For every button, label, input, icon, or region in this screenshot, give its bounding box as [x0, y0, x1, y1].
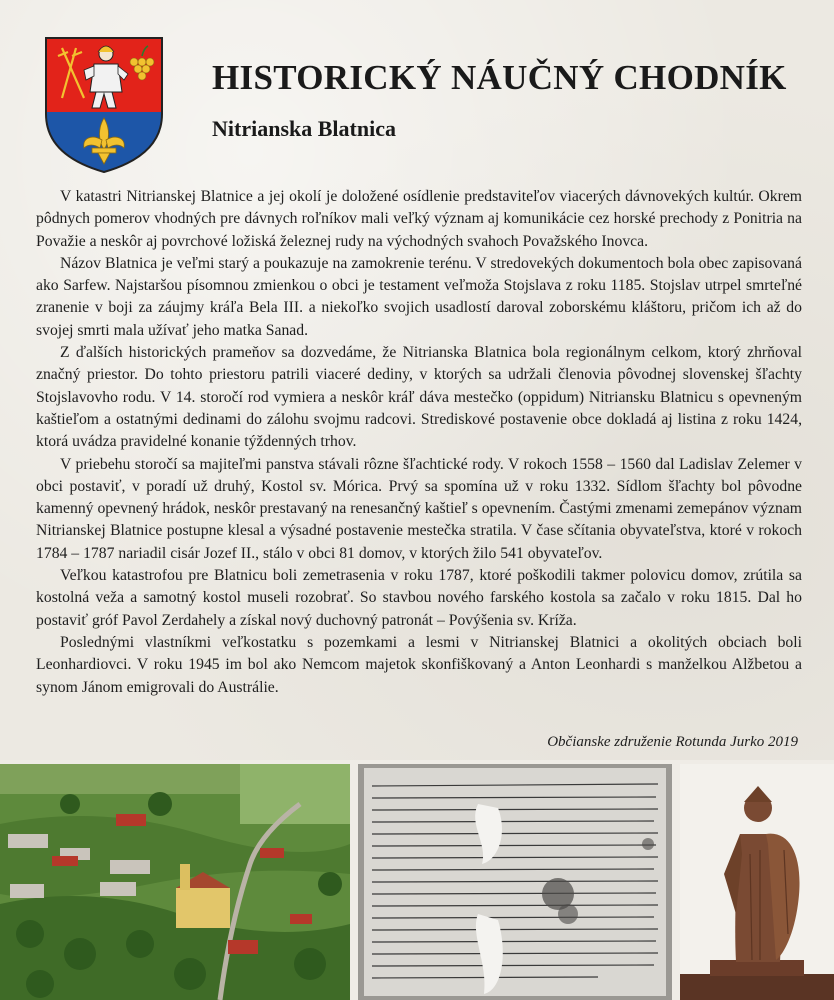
paragraph: Poslednými vlastníkmi veľkostatku s pozemkami a lesmi v Nitrianskej Blatnici a okolitých obciach boli Leonhardiovci. V roku 1945 im bol ako Nemcom majetok skonfiškovaný a Anton Leonhardi s manželkou Alžbetou a synom Jánom emigrovali do Austrálie.: [36, 633, 802, 696]
paragraph: Veľkou katastrofou pre Blatnicu boli zemetrasenia v roku 1787, ktoré poškodili takmer polovicu domov, zrútila sa kostolná veža a samotný kostol museli rozobrať. So stavbou nového farského kostola sa začalo v roku 1815. Dal ho postaviť gróf Pavol Zerdahely a získal nový duchovný patronát – Povýšenia sv. Kríža.: [36, 567, 802, 629]
statue-photo: [680, 764, 834, 1000]
page-subtitle: Nitrianska Blatnica: [212, 116, 396, 141]
coat-of-arms-icon: [44, 36, 164, 174]
page-title: HISTORICKÝ NÁUČNÝ CHODNÍK: [212, 58, 787, 97]
paragraph: V priebehu storočí sa majiteľmi panstva stávali rôzne šľachtické rody. V rokoch 1558 – 1560 dal Ladislav Zelemer v obci postaviť, v poradí už druhý, Kostol sv. Mórica. Prvý sa spomína už v roku 1332. Sídlom šľachty bol pôvodne kamenný opevnený hrádok, neskôr prestavaný na renesančný kaštieľ s opevnením. Častými zmenami zemepánov význam Nitrianskej Blatnice postupne klesal a výsadné postavenie mestečka stratila. V čase sčítania obyvateľstva, ktoré v rokoch 1784 – 1787 nariadil cisár Jozef II., stálo v obci 81 domov, v ktorých žilo 541 obyvateľov.: [36, 455, 802, 562]
history-text: [36, 186, 802, 699]
paragraph: V katastri Nitrianskej Blatnice a jej okolí je doložené osídlenie predstaviteľov viacerých dávnovekých kultúr. Okrem pôdnych pomerov vhodných pre dávnych roľníkov mali veľký význam aj komunikácie cez horské prechody z Ponitria na Považie a neskôr aj povrchové ložiská železnej rudy na východných svahoch Považského Inovca.: [36, 188, 802, 250]
aerial-village-photo: [0, 764, 350, 1000]
manuscript-photo: [358, 764, 672, 1000]
signature: Občianske združenie Rotunda Jurko 2019: [547, 734, 798, 750]
paragraph: Názov Blatnica je veľmi starý a poukazuje na zamokrenie terénu. V stredovekých dokumentoch bola obec zapisovaná ako Sarfew. Najstaršou písomnou zmienkou o obci je testament veľmoža Stojslava z roku 1185. Stojslav utrpel smrteľné zranenie v boji za záujmy kráľa Bela III. a niekoľko svojich usadlostí daroval zoborskému kláštoru, pričom ich až do svojej smrti mala užívať jeho matka Sanad.: [36, 254, 802, 339]
paragraph: Z ďalších historických prameňov sa dozvedáme, že Nitrianska Blatnica bola regionálnym celkom, ktorý zhrňoval značný priestor. Do tohto priestoru patrili viaceré dediny, v ktorých sa udržali členovia pôvodnej slovenskej šľachty Stojslavovho rodu. V 14. storočí rod vymiera a neskôr kráľ dáva mestečko (oppidum) Nitriansku Blatnicu s opevneným kaštieľom a ostatnými dedinami do zálohu svojmu radcovi. Strediskové postavenie obce dokladá aj listina z roku 1424, ktorá uvádza pravidelné konanie týždenných trhov.: [36, 344, 802, 451]
photo-strip: [0, 764, 834, 1000]
